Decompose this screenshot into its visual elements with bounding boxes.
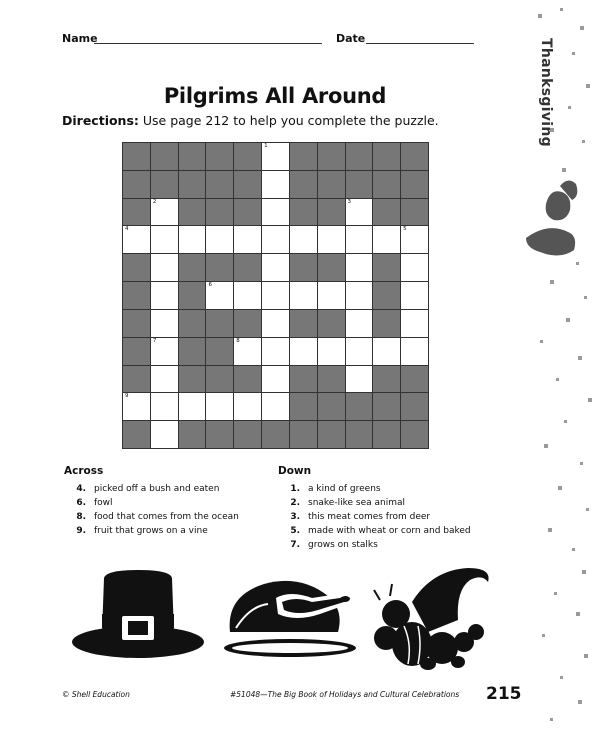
crossword-block	[234, 254, 261, 281]
crossword-block	[290, 171, 317, 198]
crossword-cell[interactable]	[401, 254, 428, 281]
crossword-block	[123, 199, 150, 226]
crossword-block	[401, 366, 428, 393]
crossword-block	[290, 199, 317, 226]
crossword-block	[123, 366, 150, 393]
crossword-block	[179, 143, 206, 170]
crossword-block	[123, 254, 150, 281]
crossword-block	[290, 254, 317, 281]
crossword-block	[346, 421, 373, 448]
directions-label: Directions:	[62, 113, 139, 128]
crossword-cell[interactable]	[151, 393, 178, 420]
crossword-cell[interactable]	[318, 338, 345, 365]
crossword-block	[123, 171, 150, 198]
clue-number: 4	[125, 226, 129, 233]
crossword-block	[234, 199, 261, 226]
crossword-block	[401, 393, 428, 420]
sidebar-label: Thanksgiving	[538, 38, 554, 147]
name-label: Name	[62, 32, 98, 45]
crossword-block	[318, 393, 345, 420]
crossword-block	[401, 171, 428, 198]
down-clue	[278, 541, 471, 550]
across-clue	[64, 499, 239, 508]
clue-num: 6.	[76, 498, 86, 508]
across-clue	[64, 527, 239, 536]
down-clue	[278, 485, 471, 494]
crossword-block	[179, 366, 206, 393]
crossword-block	[206, 143, 233, 170]
crossword-block	[373, 310, 400, 337]
crossword-cell[interactable]	[179, 226, 206, 253]
crossword-block	[123, 310, 150, 337]
clue-number: 2	[152, 198, 157, 205]
crossword-cell[interactable]	[151, 366, 178, 393]
crossword-cell[interactable]	[290, 338, 317, 365]
crossword-cell[interactable]	[290, 226, 317, 253]
clue-num: 4.	[76, 484, 86, 494]
cornucopia-illustration	[372, 560, 496, 672]
crossword-cell[interactable]	[373, 338, 400, 365]
page-title: Pilgrims All Around	[163, 84, 387, 108]
crossword-block	[290, 143, 317, 170]
clue-text: snake-like sea animal	[308, 498, 405, 508]
clue-text: food that comes from the ocean	[94, 512, 239, 522]
confetti-decoration	[520, 0, 600, 733]
directions	[62, 113, 439, 128]
clue-number: 3	[347, 198, 352, 205]
crossword-block	[401, 421, 428, 448]
crossword-block	[206, 421, 233, 448]
crossword-block	[318, 421, 345, 448]
down-clue	[278, 513, 471, 522]
name-field[interactable]	[94, 43, 322, 44]
crossword-cell[interactable]	[206, 282, 233, 309]
crossword-block	[206, 254, 233, 281]
crossword-cell[interactable]	[262, 199, 289, 226]
crossword-block	[234, 171, 261, 198]
crossword-block	[290, 366, 317, 393]
crossword-block	[123, 421, 150, 448]
crossword-cell[interactable]	[262, 254, 289, 281]
clue-text: picked off a bush and eaten	[94, 484, 220, 494]
crossword-cell[interactable]	[318, 226, 345, 253]
crossword-cell[interactable]	[234, 226, 261, 253]
crossword-block	[151, 143, 178, 170]
crossword-cell[interactable]	[179, 393, 206, 420]
crossword-block	[290, 393, 317, 420]
clue-num: 3.	[290, 512, 300, 522]
crossword-block	[179, 254, 206, 281]
crossword-block	[151, 171, 178, 198]
crossword-block	[318, 366, 345, 393]
crossword-block	[373, 199, 400, 226]
crossword-block	[373, 282, 400, 309]
crossword-block	[346, 171, 373, 198]
clue-number: 5	[403, 226, 407, 233]
clue-text: a kind of greens	[308, 484, 381, 494]
down-clue	[278, 499, 471, 508]
clue-number: 1	[264, 143, 268, 149]
clue-text: fowl	[94, 498, 113, 508]
down-clues	[278, 465, 471, 555]
crossword-cell[interactable]	[346, 254, 373, 281]
page-number: 215	[486, 684, 522, 704]
crossword-block	[346, 393, 373, 420]
date-label: Date	[336, 32, 366, 45]
crossword-cell[interactable]	[262, 393, 289, 420]
crossword-cell[interactable]	[262, 143, 289, 170]
crossword-cell[interactable]	[262, 338, 289, 365]
crossword-cell[interactable]	[346, 338, 373, 365]
footer-copyright: © Shell Education	[62, 690, 130, 699]
crossword-block	[318, 310, 345, 337]
crossword-block	[179, 338, 206, 365]
date-field[interactable]	[366, 43, 474, 44]
crossword-cell[interactable]	[262, 226, 289, 253]
crossword-cell[interactable]	[401, 226, 428, 253]
crossword-block	[123, 282, 150, 309]
across-clues	[64, 465, 239, 541]
pilgrim-hat-illustration	[70, 570, 206, 662]
crossword-cell[interactable]	[401, 282, 428, 309]
clue-text: this meat comes from deer	[308, 512, 431, 522]
crossword-block	[206, 199, 233, 226]
crossword-block	[401, 143, 428, 170]
down-clue	[278, 527, 471, 536]
crossword-cell[interactable]	[346, 226, 373, 253]
crossword-cell[interactable]	[290, 282, 317, 309]
directions-text: Use page 212 to help you complete the puzzle.	[138, 113, 439, 128]
crossword-cell[interactable]	[151, 338, 178, 365]
clue-num: 1.	[290, 484, 300, 494]
crossword-block	[318, 254, 345, 281]
crossword-cell[interactable]	[346, 310, 373, 337]
crossword-cell[interactable]	[262, 171, 289, 198]
crossword-block	[179, 171, 206, 198]
crossword-cell[interactable]	[151, 226, 178, 253]
crossword-cell[interactable]	[151, 421, 178, 448]
crossword-block	[290, 421, 317, 448]
crossword-block	[318, 171, 345, 198]
crossword-block	[373, 366, 400, 393]
crossword-cell[interactable]	[401, 338, 428, 365]
crossword-block	[346, 143, 373, 170]
crossword-cell[interactable]	[262, 366, 289, 393]
crossword-block	[234, 366, 261, 393]
crossword-block	[206, 338, 233, 365]
crossword-cell[interactable]	[262, 310, 289, 337]
crossword-cell[interactable]	[346, 366, 373, 393]
crossword-block	[179, 421, 206, 448]
crossword-block	[206, 366, 233, 393]
footer-book-title: #51048—The Big Book of Holidays and Cultural Celebrations	[230, 690, 460, 699]
crossword-block	[206, 310, 233, 337]
down-heading: Down	[278, 465, 312, 477]
across-clue	[64, 485, 239, 494]
clue-text: fruit that grows on a vine	[94, 526, 208, 536]
clue-number: 9	[125, 393, 129, 400]
crossword-cell[interactable]	[151, 282, 178, 309]
crossword-block	[318, 143, 345, 170]
clue-text: grows on stalks	[308, 540, 378, 550]
clue-text: made with wheat or corn and baked	[308, 526, 471, 536]
crossword-cell[interactable]	[262, 282, 289, 309]
crossword-block	[290, 310, 317, 337]
crossword-block	[373, 254, 400, 281]
crossword-cell[interactable]	[151, 310, 178, 337]
crossword-block	[179, 282, 206, 309]
crossword-block	[123, 143, 150, 170]
crossword-block	[206, 171, 233, 198]
crossword-cell[interactable]	[234, 338, 261, 365]
crossword-block	[234, 143, 261, 170]
crossword-cell[interactable]	[151, 199, 178, 226]
clue-number: 7	[152, 337, 157, 344]
clue-num: 9.	[76, 526, 86, 536]
crossword-cell[interactable]	[123, 393, 150, 420]
crossword-cell[interactable]	[123, 226, 150, 253]
crossword-block	[234, 310, 261, 337]
crossword-block	[179, 310, 206, 337]
crossword-cell[interactable]	[346, 282, 373, 309]
crossword-block	[179, 199, 206, 226]
sidebar-title	[538, 38, 560, 147]
crossword-cell[interactable]	[401, 310, 428, 337]
crossword-cell[interactable]	[151, 254, 178, 281]
crossword-cell[interactable]	[234, 282, 261, 309]
crossword-block	[373, 393, 400, 420]
crossword-block	[262, 421, 289, 448]
crossword-block	[373, 421, 400, 448]
clue-num: 5.	[290, 526, 300, 536]
crossword-cell[interactable]	[206, 226, 233, 253]
crossword-block	[401, 199, 428, 226]
crossword-cell[interactable]	[234, 393, 261, 420]
crossword-block	[373, 143, 400, 170]
across-clue	[64, 513, 239, 522]
crossword-cell[interactable]	[318, 282, 345, 309]
crossword-cell[interactable]	[206, 393, 233, 420]
crossword-block	[123, 338, 150, 365]
clue-number: 8	[236, 337, 240, 344]
crossword-grid	[122, 142, 429, 449]
clue-number: 6	[208, 282, 212, 289]
roast-turkey-illustration	[220, 576, 362, 660]
across-heading: Across	[64, 465, 104, 477]
crossword-cell[interactable]	[346, 199, 373, 226]
clue-num: 2.	[290, 498, 300, 508]
crossword-block	[234, 421, 261, 448]
clue-num: 7.	[290, 540, 300, 550]
clue-num: 8.	[76, 512, 86, 522]
crossword-cell[interactable]	[373, 226, 400, 253]
crossword-block	[373, 171, 400, 198]
crossword-block	[318, 199, 345, 226]
